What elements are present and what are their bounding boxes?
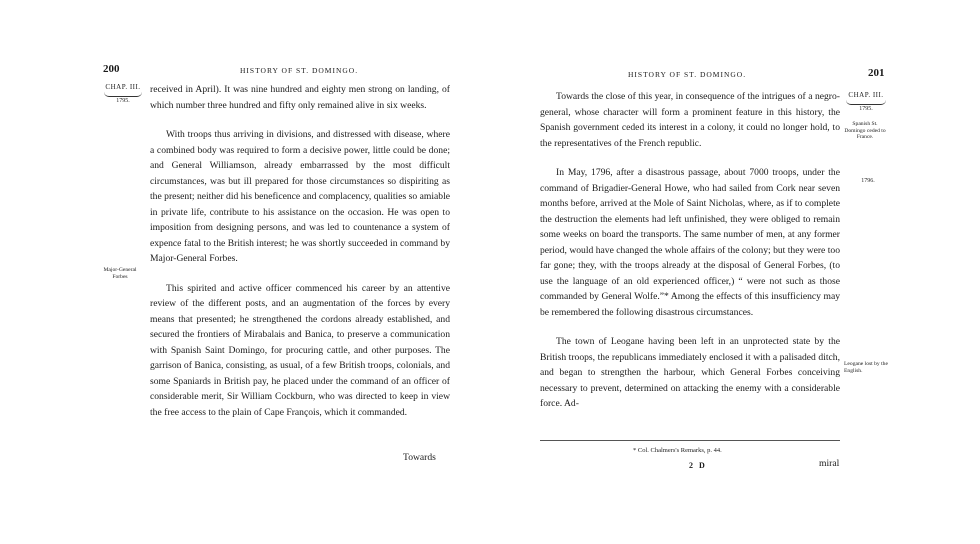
margin-chapter: CHAP. III. bbox=[105, 83, 141, 91]
margin-year: 1795. bbox=[116, 98, 130, 104]
paragraph: In May, 1796, after a disastrous passage, about 7000 troops, under the command of Brigadier-General Howe, who had sailed from Cork near seven months before, arrived at the Mole of Saint Nicholas, where, as if to complete the destruction the elements had left unfinished, they were obliged to remain some weeks on board the transports. The same number of men, at any former period, would have changed the whole affairs of the colony; but they were too far gone; they, with the troops already at the disposal of General Forbes, (to use the language of an old experienced officer,) “ were not such as those commanded by General Wolfe.”* Among the effects of this insufficiency may be remembered the following disastrous circumstances. bbox=[540, 167, 840, 318]
margin-year: 1795. bbox=[859, 106, 873, 112]
paragraph: This spirited and active officer commenced his career by an attentive review of the different posts, and an augmentation of the forces by every means that presented; he strengthened the cordons already established, and secured the frontiers of Mirabalais and Banica, to preserve a communication with Spanish Saint Domingo, for procuring cattle, and other purposes. The garrison of Banica, consisting, as usual, of a few British troops, colonials, and some Spaniards in British pay, he placed under the command of an officer of considerable merit, Sir William Cockburn, who was directed to keep in view the free access to the plain of Cape François, which it commanded. bbox=[150, 282, 450, 418]
catchword: miral bbox=[819, 458, 840, 469]
margin-note-spanish: Spanish St. Domingo ceded to France. bbox=[844, 121, 886, 140]
signature-mark: 2 D bbox=[689, 461, 707, 470]
page-number: 201 bbox=[868, 67, 885, 79]
paragraph: The town of Leogane having been left in an unprotected state by the British troops, the republicans immediately enclosed it with a palisaded ditch, and began to strengthen the harbour, which General Forbes conceiving necessary to prevent, determined on attacking the enemy with a considerable force. Ad- bbox=[540, 336, 840, 409]
margin-chapter-note bbox=[100, 84, 146, 105]
footnote-rule bbox=[540, 440, 840, 441]
brace bbox=[846, 100, 886, 105]
margin-note-forbes: Major-General Forbes bbox=[103, 267, 137, 280]
paragraph: received in April). It was nine hundred and eighty men strong on landing, of which number three hundred and fifty only remained alive in six weeks. bbox=[150, 84, 450, 111]
paragraph: Towards the close of this year, in consequence of the intrigues of a negro-general, whose character will form a prominent feature in this history, the Spanish government ceded its interest in a colony, it could no longer hold, to the representatives of the French republic. bbox=[540, 91, 840, 149]
margin-chapter-note bbox=[842, 92, 890, 113]
margin-chapter: CHAP. III. bbox=[848, 91, 884, 99]
right-page bbox=[490, 0, 980, 544]
running-head: HISTORY OF ST. DOMINGO. bbox=[628, 70, 747, 79]
footnote: * Col. Chalmers's Remarks, p. 44. bbox=[633, 447, 722, 454]
left-body bbox=[150, 82, 450, 420]
margin-year-1796: 1796. bbox=[861, 178, 875, 184]
brace bbox=[104, 92, 142, 97]
running-head: HISTORY OF ST. DOMINGO. bbox=[240, 66, 359, 75]
right-body bbox=[540, 89, 840, 412]
catchword: Towards bbox=[403, 452, 436, 463]
paragraph: With troops thus arriving in divisions, and distressed with disease, where a combined body was required to form a decisive power, little could be done; and General Williamson, already embarrassed by the most difficult circumstances, was but ill prepared for those circumstances so dispiriting as the present; neither did his beneficence and complacency, qualities so amiable in private life, contribute to his assistance on the occasion. He was open to imposition from designing persons, and was led to countenance a system of expence fatal to the British interest; he was shortly succeeded in command by Major-General Forbes. bbox=[150, 129, 450, 264]
page-number: 200 bbox=[103, 63, 120, 75]
margin-note-leogane: Leogane lost by the English. bbox=[844, 361, 888, 374]
